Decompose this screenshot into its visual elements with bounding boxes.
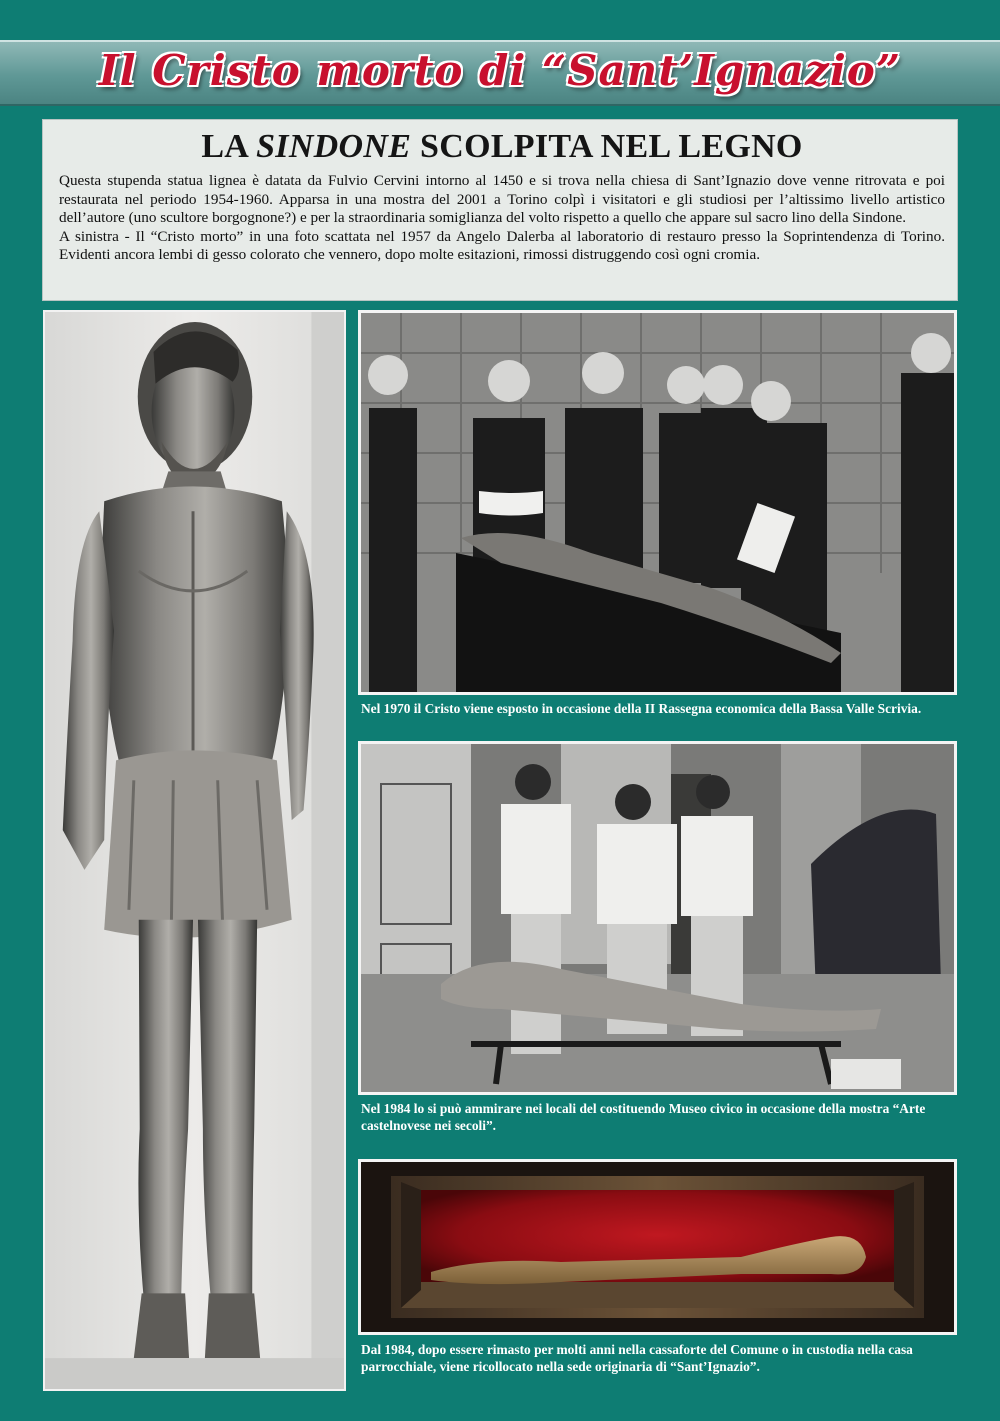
headline-emphasis: SINDONE [256, 128, 412, 165]
photo-reliquary [358, 1159, 957, 1335]
intro-box [43, 120, 957, 300]
photo-1984-museum [358, 741, 957, 1095]
intro-paragraph-2: A sinistra - Il “Cristo morto” in una foto scattata nel 1957 da Angelo Dalerba al laboratorio di restauro presso la Soprintendenza di Torino. Evidenti ancora lembi di gesso colorato che vennero, dopo molte esitazioni, rimossi distruggendo così ogni cromia. [59, 227, 945, 264]
caption-1970: Nel 1970 il Cristo viene esposto in occasione della II Rassegna economica della Bassa Valle Scrivia. [361, 701, 922, 716]
statue-image [45, 312, 344, 1389]
headline-end: SCOLPITA NEL LEGNO [411, 128, 803, 165]
poster-title: Il Cristo morto di “Sant’Ignazio” [99, 46, 901, 95]
headline [59, 128, 945, 166]
headline-start: LA [201, 128, 257, 165]
statue-photo [43, 310, 346, 1391]
photo-1970-exhibition [358, 310, 957, 695]
photo-1970-image [361, 313, 954, 692]
reliquary-image [361, 1162, 954, 1332]
caption-1984: Nel 1984 lo si può ammirare nei locali del costituendo Museo civico in occasione della mostra “Arte castelnovese nei secoli”. [361, 1101, 926, 1133]
title-band [0, 40, 1000, 106]
photo-1984-image [361, 744, 954, 1092]
intro-paragraph-1: Questa stupenda statua lignea è datata da Fulvio Cervini intorno al 1450 e si trova nella chiesa di Sant’Ignazio dove venne ritrovata e poi restaurata nel periodo 1954-1960. Apparsa in una mostra del 2001 a Torino colpì i visitatori e gli studiosi per l’altissimo livello artistico dell’autore (uno scultore borgognone?) e per la straordinaria somiglianza del volto rispetto a quello che appare sul sacro lino della Sindone. [59, 172, 945, 227]
caption-reliquary: Dal 1984, dopo essere rimasto per molti anni nella cassaforte del Comune o in custodia nella casa parrocchiale, viene ricollocato nella sede originaria di “Sant’Ignazio”. [361, 1342, 913, 1374]
